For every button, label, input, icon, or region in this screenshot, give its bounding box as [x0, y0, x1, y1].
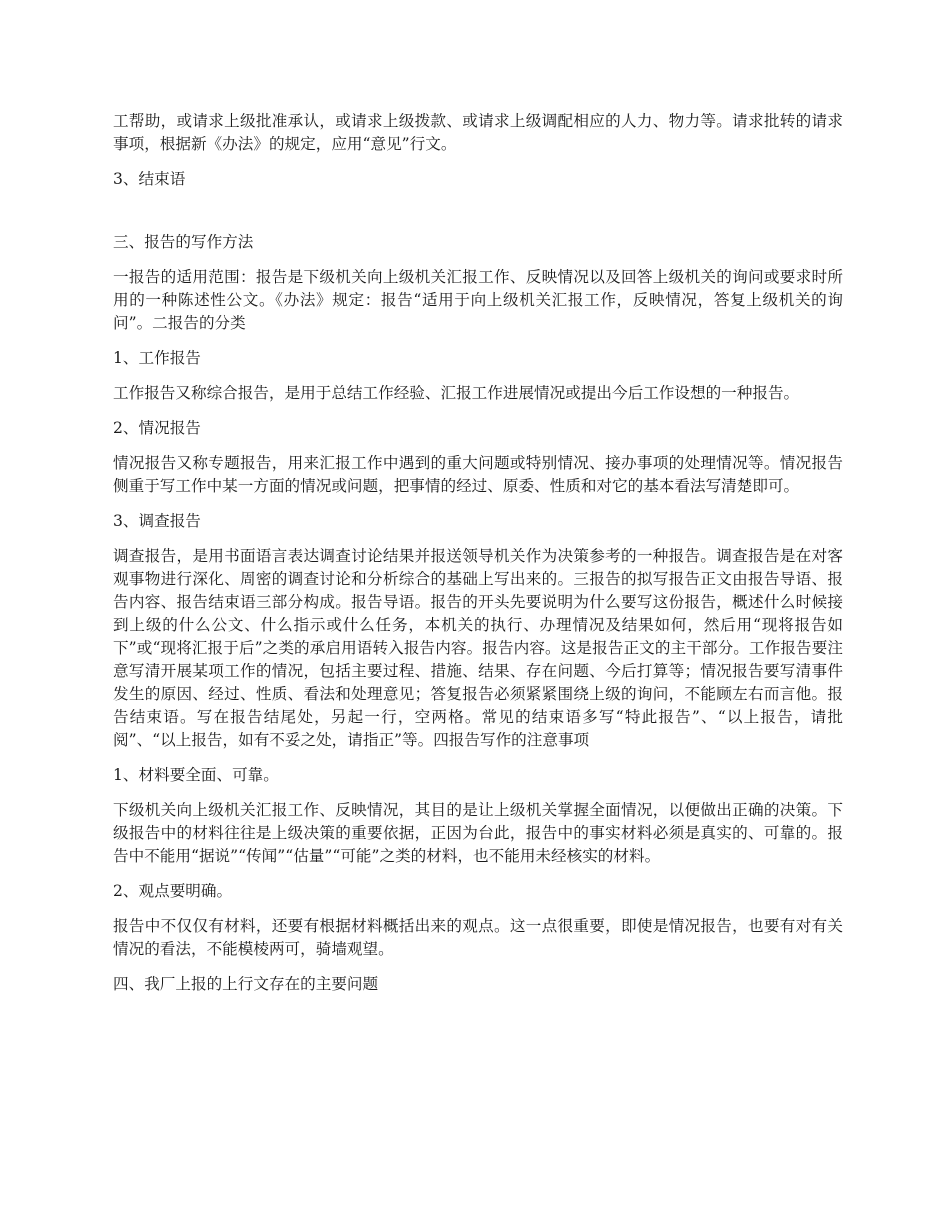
section-gap — [113, 203, 843, 231]
section-heading-factory-problems: 四、我厂上报的上行文存在的主要问题 — [113, 975, 379, 993]
document-page — [113, 110, 843, 1008]
heading-investigation-report: 3、调查报告 — [113, 512, 201, 530]
heading-closing-remarks: 3、结束语 — [113, 170, 186, 188]
section-heading-report-writing-method: 三、报告的写作方法 — [113, 233, 254, 251]
heading-situation-report: 2、情况报告 — [113, 419, 201, 437]
paragraph-report-scope: 一报告的适用范围：报告是下级机关向上级机关汇报工作、反映情况以及回答上级机关的询问或要求时所用的一种陈述性公文。《办法》规定：报告“适用于向上级机关汇报工作，反映情况，答复上级机关的询问”。二报告的分类 — [113, 268, 843, 332]
paragraph-work-report: 工作报告又称综合报告，是用于总结工作经验、汇报工作进展情况或提出今后工作设想的一种报告。 — [113, 384, 800, 402]
heading-clear-viewpoint: 2、观点要明确。 — [113, 882, 233, 900]
heading-materials-complete: 1、材料要全面、可靠。 — [113, 766, 279, 784]
paragraph-investigation-report: 调查报告，是用书面语言表达调查讨论结果并报送领导机关作为决策参考的一种报告。调查报告是在对客观事物进行深化、周密的调查讨论和分析综合的基础上写出来的。三报告的拟写报告正文由报告导语、报告内容、报告结束语三部分构成。报告导语。报告的开头先要说明为什么要写这份报告，概述什么时候接到上级的什么公文、什么指示或什么任务，本机关的执行、办理情况及结果如何，然后用“现将报告如下”或“现将汇报于后”之类的承启用语转入报告内容。报告内容。这是报告正文的主干部分。工作报告要注意写清开展某项工作的情况，包括主要过程、措施、结果、存在问题、今后打算等；情况报告要写清事件发生的原因、经过、性质、看法和处理意见；答复报告必须紧紧围绕上级的询问，不能顾左右而言他。报告结束语。写在报告结尾处，另起一行，空两格。常见的结束语多写“特此报告”、“以上报告，请批阅”、“以上报告，如有不妥之处，请指正”等。四报告写作的注意事项 — [113, 547, 843, 749]
paragraph-materials-complete: 下级机关向上级机关汇报工作、反映情况，其目的是让上级机关掌握全面情况，以便做出正确的决策。下级报告中的材料往往是上级决策的重要依据，正因为台此，报告中的事实材料必须是真实的、可靠的。报告中不能用“据说”“传闻”“估量”“可能”之类的材料，也不能用未经核实的材料。 — [113, 801, 843, 865]
paragraph-request-continuation: 工帮助，或请求上级批准承认，或请求上级拨款、或请求上级调配相应的人力、物力等。请求批转的请求事项，根据新《办法》的规定，应用“意见”行文。 — [113, 112, 843, 153]
paragraph-clear-viewpoint: 报告中不仅仅有材料，还要有根据材料概括出来的观点。这一点很重要，即使是情况报告，也要有对有关情况的看法，不能模棱两可，骑墙观望。 — [113, 917, 843, 958]
paragraph-situation-report: 情况报告又称专题报告，用来汇报工作中遇到的重大问题或特别情况、接办事项的处理情况等。情况报告侧重于写工作中某一方面的情况或问题，把事情的经过、原委、性质和对它的基本看法写清楚即可。 — [113, 454, 843, 495]
heading-work-report: 1、工作报告 — [113, 349, 201, 367]
